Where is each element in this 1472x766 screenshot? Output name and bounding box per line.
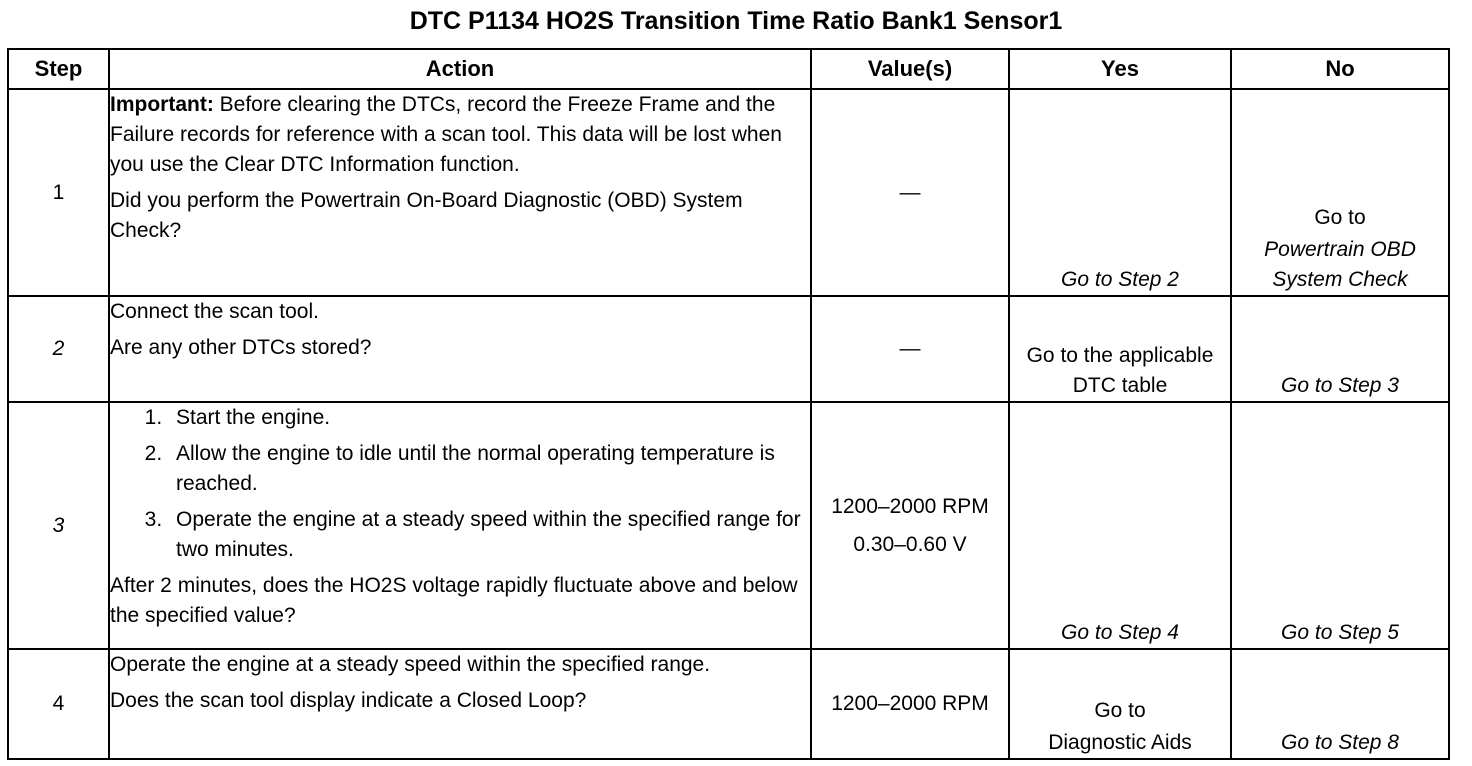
yes-text: Diagnostic Aids (1048, 731, 1192, 754)
important-note (110, 90, 810, 180)
list-item: 1. Start the engine. (168, 403, 810, 433)
no-link: Powertrain OBD System Check (1264, 238, 1416, 292)
value-cell: — (811, 296, 1009, 402)
value-cell: — (811, 89, 1009, 296)
no-cell (1231, 89, 1449, 296)
action-cell (109, 296, 811, 402)
table-row (8, 89, 1449, 296)
value-cell: 1200–2000 RPM (811, 649, 1009, 759)
step-number: 1 (8, 89, 109, 296)
header-values: Value(s) (811, 49, 1009, 89)
yes-cell (1009, 649, 1231, 759)
action-text: Connect the scan tool. (110, 300, 319, 324)
step-number: 2 (8, 296, 109, 402)
table-row (8, 649, 1449, 759)
yes-prefix: Go to (1094, 699, 1146, 722)
yes-cell: Go to Step 2 (1009, 89, 1231, 296)
list-item: 2. Allow the engine to idle until the normal operating temperature is reached. (168, 439, 810, 499)
procedure-list (110, 403, 810, 565)
no-cell: Go to Step 8 (1231, 649, 1449, 759)
action-cell (109, 402, 811, 648)
table-row (8, 296, 1449, 402)
action-question: After 2 minutes, does the HO2S voltage rapidly fluctuate above and below the specified value? (110, 574, 798, 628)
value-voltage: 0.30–0.60 V (853, 532, 967, 556)
no-prefix: Go to (1314, 206, 1366, 230)
table-row (8, 402, 1449, 648)
header-yes: Yes (1009, 49, 1231, 89)
action-question: Are any other DTCs stored? (110, 336, 372, 360)
action-question: Did you perform the Powertrain On-Board Diagnostic (OBD) System Check? (110, 189, 743, 242)
action-cell (109, 649, 811, 759)
header-no: No (1231, 49, 1449, 89)
header-step: Step (8, 49, 109, 89)
table-header-row (8, 49, 1449, 89)
list-item: 3. Operate the engine at a steady speed within the specified range for two minutes. (168, 505, 810, 565)
header-action: Action (109, 49, 811, 89)
no-cell: Go to Step 5 (1231, 402, 1449, 648)
page-title: DTC P1134 HO2S Transition Time Ratio Bank1 Sensor1 (409, 7, 1063, 35)
value-rpm: 1200–2000 RPM (831, 494, 989, 518)
diagnostic-table (7, 48, 1450, 760)
step-number: 3 (8, 402, 109, 648)
action-question: Does the scan tool display indicate a Closed Loop? (110, 688, 587, 712)
yes-cell: Go to Step 4 (1009, 402, 1231, 648)
value-cell (811, 402, 1009, 648)
yes-cell: Go to the applicable DTC table (1009, 296, 1231, 402)
action-text: Operate the engine at a steady speed within the specified range. (110, 652, 711, 676)
no-cell: Go to Step 3 (1231, 296, 1449, 402)
step-number: 4 (8, 649, 109, 759)
action-cell (109, 89, 811, 296)
important-label: Important: (110, 93, 214, 116)
important-text: Before clearing the DTCs, record the Freeze Frame and the Failure records for reference with a scan tool. This data will be lost when you use the Clear DTC Information function. (110, 93, 782, 176)
